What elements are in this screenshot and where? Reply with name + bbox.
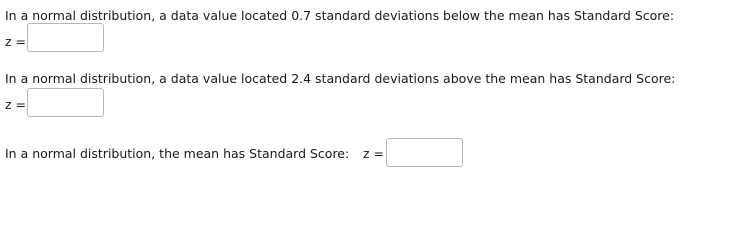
question-2-text: In a normal distribution, a data value located 2.4 standard deviations above the mean has Standard Score: <box>5 71 676 86</box>
question-1-answer-input[interactable] <box>27 23 104 52</box>
question-1-text: In a normal distribution, a data value located 0.7 standard deviations below the mean has Standard Score: <box>5 8 675 23</box>
question-3-z-label: z = <box>363 146 385 161</box>
question-3-text: In a normal distribution, the mean has Standard Score: <box>5 146 350 161</box>
question-2-answer-input[interactable] <box>27 88 104 117</box>
question-1-z-label: z = <box>5 34 27 49</box>
question-3-answer-input[interactable] <box>386 138 463 167</box>
question-2-z-label: z = <box>5 97 27 112</box>
